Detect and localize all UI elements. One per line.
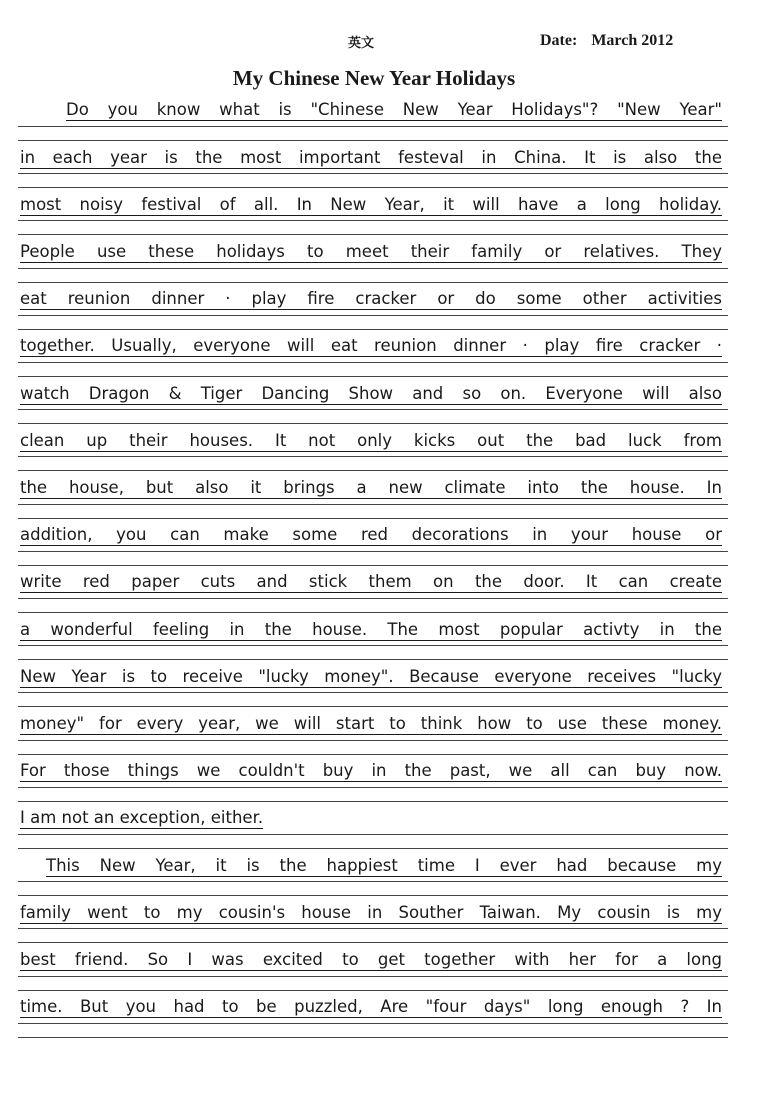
essay-line-4: People use these holidays to meet their family or relatives. They (20, 242, 722, 261)
essay-line-11: write red paper cuts and stick them on the door. It can create (20, 572, 722, 591)
essay-line-18: family went to my cousin's house in Souther Taiwan. My cousin is my (20, 903, 722, 922)
ruled-line (18, 706, 728, 707)
essay-line-6: together. Usually, everyone will eat reunion dinner · play fire cracker · (20, 336, 722, 355)
ruled-line (18, 895, 728, 896)
essay-line-5: eat reunion dinner · play fire cracker or do some other activities (20, 289, 722, 308)
ruled-line (18, 754, 728, 755)
essay-line-3: most noisy festival of all. In New Year, it will have a long holiday. (20, 195, 722, 214)
ruled-line (18, 234, 728, 235)
ruled-line (18, 1037, 728, 1038)
essay-line-1: Do you know what is "Chinese New Year Holidays"? "New Year" (66, 100, 722, 119)
date-label: Date: (540, 32, 578, 49)
essay-line-8: clean up their houses. It not only kicks out the bad luck from (20, 431, 722, 450)
essay-line-9: the house, but also it brings a new climate into the house. In (20, 478, 722, 497)
essay-line-12: a wonderful feeling in the house. The most popular activty in the (20, 620, 722, 639)
essay-line-14: money" for every year, we will start to think how to use these money. (20, 714, 722, 733)
ruled-line (18, 376, 728, 377)
ruled-line (18, 187, 728, 188)
ruled-line (18, 470, 728, 471)
ruled-line (18, 848, 728, 849)
ruled-line (18, 565, 728, 566)
essay-line-19: best friend. So I was excited to get together with her for a long (20, 950, 722, 969)
ruled-line (18, 329, 728, 330)
ruled-line (18, 990, 728, 991)
date-value: March 2012 (591, 32, 674, 49)
ruled-line (18, 801, 728, 802)
essay-line-7: watch Dragon & Tiger Dancing Show and so on. Everyone will also (20, 384, 722, 403)
ruled-line (18, 659, 728, 660)
ruled-line (18, 518, 728, 519)
ruled-line (18, 612, 728, 613)
ruled-line (18, 942, 728, 943)
essay-title: My Chinese New Year Holidays (232, 66, 516, 90)
essay-line-10: addition, you can make some red decorations in your house or (20, 525, 722, 544)
subject-label: 英文 (348, 36, 375, 51)
essay-line-16: I am not an exception, either. (20, 808, 264, 827)
ruled-line (18, 423, 728, 424)
essay-line-2: in each year is the most important festeval in China. It is also the (20, 148, 722, 167)
date-header (540, 32, 673, 50)
ruled-line (18, 140, 728, 141)
essay-line-15: For those things we couldn't buy in the past, we all can buy now. (20, 761, 722, 780)
essay-line-17: This New Year, it is the happiest time I ever had because my (46, 856, 722, 875)
essay-line-20: time. But you had to be puzzled, Are "four days" long enough ? In (20, 997, 722, 1016)
essay-line-13: New Year is to receive "lucky money". Because everyone receives "lucky (20, 667, 722, 686)
ruled-line (18, 282, 728, 283)
